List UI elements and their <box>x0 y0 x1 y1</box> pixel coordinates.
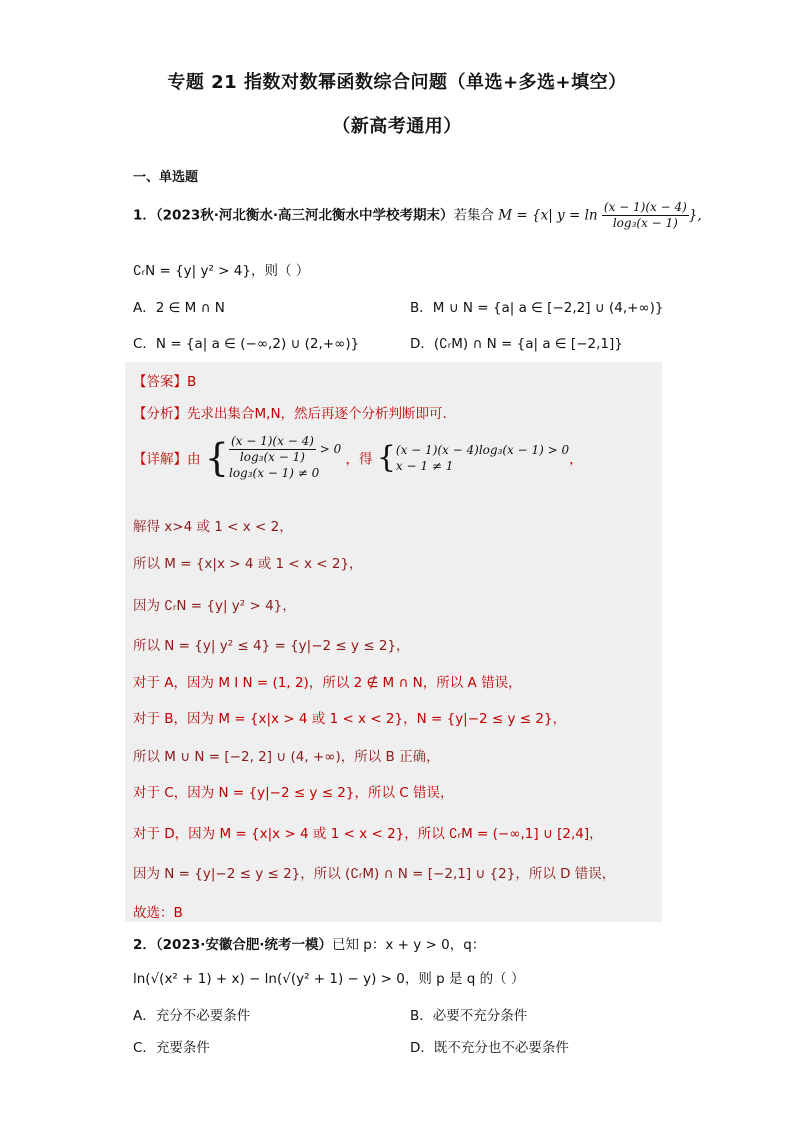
detail-step-6: 对于 B，因为 M = {x|x > 4 或 1 < x < 2}，N = {y|−2 ≤ y ≤ 2}， <box>133 711 567 727</box>
q1-number: 1． <box>133 207 156 224</box>
sys1-num: (x − 1)(x − 4) <box>230 434 314 448</box>
analysis-text: 先求出集合M,N，然后再逐个分析判断即可. <box>187 406 447 422</box>
detail-you: 由 <box>187 451 201 468</box>
sys2-row2: x − 1 ≠ 1 <box>395 458 454 473</box>
answer-line <box>133 370 196 390</box>
sys1-den: log₃(x − 1) <box>239 450 305 464</box>
sys2-row1: (x − 1)(x − 4)log₃(x − 1) > 0 <box>395 442 570 457</box>
system1-brace: { <box>204 435 229 480</box>
detail-step-10: 因为 N = {y|−2 ≤ y ≤ 2}，所以 (∁ᵣM) ∩ N = [−2,1] ∪ {2}，所以 D 错误， <box>133 866 616 882</box>
q2-stem-text: 已知 p：x + y > 0，q： <box>332 937 486 953</box>
q2-stem <box>133 933 485 953</box>
detail-step-8: 对于 C，因为 N = {y|−2 ≤ y ≤ 2}，所以 C 错误， <box>133 785 454 801</box>
sys1-tail: > 0 <box>319 442 342 456</box>
answer-value: B <box>187 374 197 390</box>
sys1-row2: log₃(x − 1) ≠ 0 <box>228 466 320 480</box>
detail-step-2: 所以 M = {x|x > 4 或 1 < x < 2}， <box>133 556 363 572</box>
q1-frac-num: (x − 1)(x − 4) <box>603 200 687 214</box>
detail-step-1: 解得 x>4 或 1 < x < 2， <box>133 519 293 535</box>
q1-set-m: M = {x| y = ln <box>498 207 598 224</box>
detail-step-4: 所以 N = {y| y² ≤ 4} = {y|−2 ≤ y ≤ 2}， <box>133 638 410 654</box>
document-title-line2: （新高考通用） <box>332 116 462 137</box>
answer-label: 【答案】 <box>133 374 187 390</box>
q1-fraction <box>602 200 689 231</box>
q2-option-b: B．必要不充分条件 <box>410 1008 528 1024</box>
q1-stem <box>133 200 702 231</box>
q1-frac-den: log₃(x − 1) <box>612 216 678 230</box>
section-heading: 一、单选题 <box>133 170 199 185</box>
detail-step-5: 对于 A，因为 M I N = (1, 2)，所以 2 ∉ M ∩ N，所以 A 错误， <box>133 675 522 691</box>
document-title-line1: 专题 21 指数对数幂函数综合问题（单选+多选+填空） <box>167 72 627 93</box>
system2 <box>376 439 570 475</box>
q2-source: （2023·安徽合肥·统考一模） <box>155 937 332 953</box>
q1-option-b: B．M ∪ N = {a| a ∈ [−2,2] ∪ (4,+∞)} <box>410 300 664 316</box>
q1-line2: ∁ᵣN = {y| y² > 4}，则（ ） <box>133 263 310 279</box>
q1-set-close: }, <box>688 207 702 224</box>
analysis-line <box>133 402 447 422</box>
detail-step-3: 因为 ∁ᵣN = {y| y² > 4}， <box>133 598 296 614</box>
system2-brace: { <box>376 439 396 475</box>
q1-stem-text: 若集合 <box>453 207 494 224</box>
q1-option-c: C．N = {a| a ∈ (−∞,2) ∪ (2,+∞)} <box>133 336 360 352</box>
q2-line2: ln(√(x² + 1) + x) − ln(√(y² + 1) − y) > 0，则 p 是 q 的（ ） <box>133 971 525 987</box>
analysis-label: 【分析】 <box>133 406 187 422</box>
detail-step-9: 对于 D，因为 M = {x|x > 4 或 1 < x < 2}，所以 ∁ᵣM = (−∞,1] ∪ [2,4]， <box>133 826 603 842</box>
q2-option-d: D．既不充分也不必要条件 <box>410 1040 569 1056</box>
detail-step-7: 所以 M ∪ N = [−2, 2] ∪ (4, +∞)，所以 B 正确， <box>133 749 440 765</box>
q1-source: （2023秋·河北衡水·高三河北衡水中学校考期末） <box>155 207 454 224</box>
q1-option-d: D．(∁ᵣM) ∩ N = {a| a ∈ [−2,1]} <box>410 336 623 352</box>
detail-line <box>133 434 583 494</box>
q1-option-a: A．2 ∈ M ∩ N <box>133 300 225 316</box>
detail-label: 【详解】 <box>133 451 187 468</box>
detail-de: ，得 <box>345 451 373 468</box>
detail-step-11: 故选：B <box>133 905 183 921</box>
detail-comma: ， <box>569 451 583 468</box>
q2-option-c: C．充要条件 <box>133 1040 210 1056</box>
system1 <box>205 434 341 481</box>
q2-number: 2． <box>133 937 156 953</box>
q2-option-a: A．充分不必要条件 <box>133 1008 251 1024</box>
